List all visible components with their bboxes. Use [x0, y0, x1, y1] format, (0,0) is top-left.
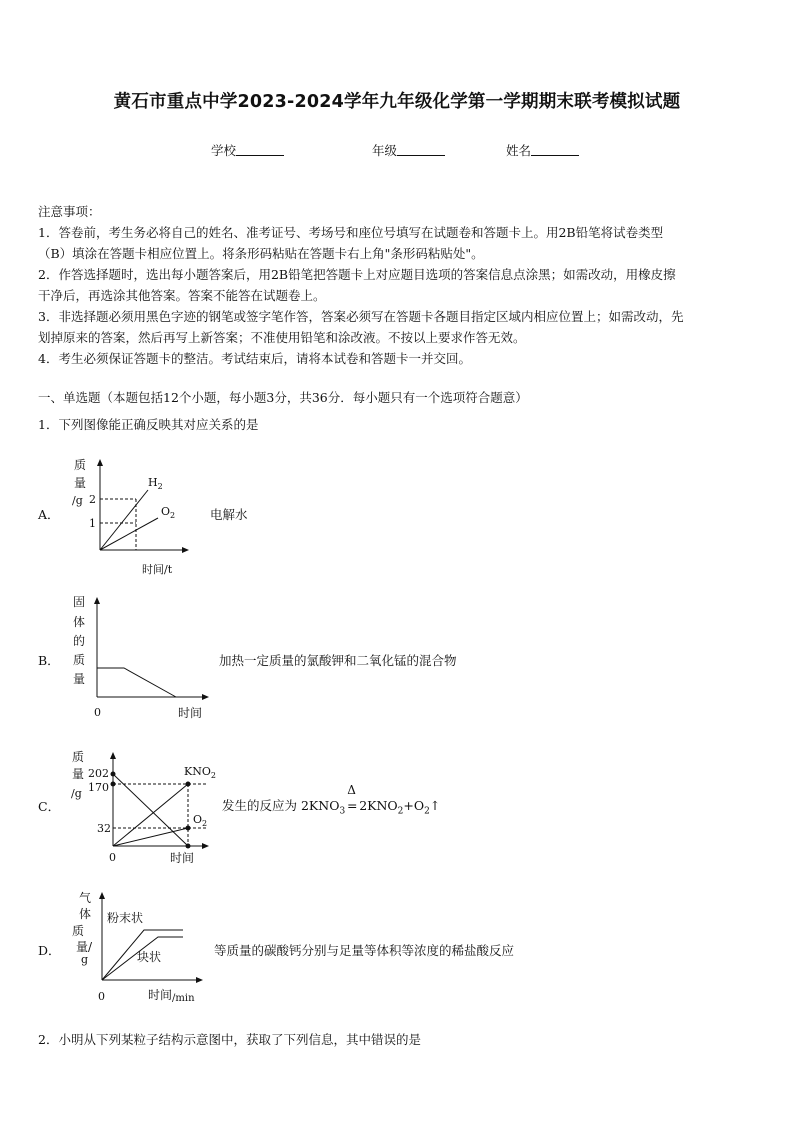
option-c-graph [60, 745, 220, 870]
option-a-graph [60, 452, 210, 582]
a-xlabel: 时间/t [142, 563, 173, 576]
a-line-o2-label: $O_2$ [161, 505, 176, 520]
c-tick-202: 202 [88, 767, 109, 780]
c-ylabel-2: 量 [72, 767, 85, 781]
notice-line: 干净后，再选涂其他答案。答案不能答在试题卷上。 [38, 288, 326, 303]
option-d-graph [60, 885, 220, 1010]
c-ylabel-3: /g [71, 787, 82, 800]
b-ylabel-5: 量 [73, 672, 86, 686]
c-desc-suffix-sub: 2 [397, 806, 404, 817]
b-ylabel-1: 固 [73, 595, 86, 609]
notice-heading: 注意事项： [38, 204, 101, 219]
d-label-block: 块状 [137, 950, 162, 964]
option-d-letter: D． [38, 943, 61, 958]
name-label: 姓名 [506, 143, 532, 158]
c-desc-suffix: 2KNO [359, 798, 398, 813]
grade-blank [397, 143, 445, 156]
option-d-desc: 等质量的碳酸钙分别与足量等体积等浓度的稀盐酸反应 [214, 943, 515, 958]
d-ylabel-4: 量/ [76, 940, 93, 954]
c-desc-end-sub: 2 [424, 806, 430, 817]
b-ylabel-2: 体 [73, 615, 86, 629]
a-line-h2-label: $H_2$ [148, 476, 163, 491]
school-label: 学校 [211, 143, 237, 158]
notice-line: 划掉原来的答案，然后再写上新答案；不准使用铅笔和涂改液。不按以上要求作答无效。 [38, 330, 526, 345]
c-desc-end: +O [403, 798, 425, 813]
b-xlabel: 时间 [178, 706, 203, 720]
option-b-desc: 加热一定质量的氯酸钾和二氧化锰的混合物 [219, 653, 457, 668]
c-xlabel: 时间 [170, 851, 195, 865]
c-line-kno2-label: $KNO_2$ [184, 765, 216, 780]
school-blank [236, 143, 284, 156]
b-origin: 0 [94, 706, 101, 719]
option-c-desc [222, 783, 441, 817]
a-ylabel-3: /g [72, 494, 83, 507]
option-b-letter: B． [38, 653, 60, 668]
a-ylabel-1: 质 [74, 458, 87, 472]
notice-line: 3．非选择题必须用黑色字迹的钢笔或签字笔作答，答案必须写在答题卡各题目指定区域内相应位置上；如需改动，先 [38, 309, 684, 324]
d-ylabel-3: 质 [72, 924, 85, 938]
d-origin: 0 [98, 990, 105, 1003]
c-delta: Δ [347, 783, 356, 797]
name-field [506, 141, 579, 159]
c-tick-32: 32 [97, 822, 111, 835]
c-desc-sub: 3 [339, 806, 346, 817]
question-1-stem: 1．下列图像能正确反映其对应关系的是 [38, 417, 259, 432]
d-ylabel-2: 体 [79, 907, 92, 921]
notice-line: 2．作答选择题时，选出每小题答案后，用2B铅笔把答题卡上对应题目选项的答案信息点涂黑；如需改动，用橡皮擦 [38, 267, 676, 282]
notice-line: （B）填涂在答题卡相应位置上。将条形码粘贴在答题卡右上角"条形码粘贴处"。 [38, 246, 484, 261]
c-line-o2-label: $O_2$ [193, 813, 208, 828]
notice-line: 1．答卷前，考生务必将自己的姓名、准考证号、考场号和座位号填写在试题卷和答题卡上。用2B铅笔将试卷类型 [38, 225, 664, 240]
c-gas-arrow: ↑ [429, 798, 441, 813]
c-desc-prefix: 发生的反应为 2KNO [222, 798, 340, 813]
b-ylabel-3: 的 [73, 634, 86, 648]
grade-label: 年级 [372, 143, 398, 158]
question-2-stem: 2．小明从下列某粒子结构示意图中，获取了下列信息，其中错误的是 [38, 1032, 421, 1047]
c-reaction-condition: Δ = [346, 783, 358, 813]
a-tick-2: 2 [89, 493, 96, 506]
c-ylabel-1: 质 [72, 750, 85, 764]
d-label-powder: 粉末状 [107, 911, 144, 925]
notice-block [38, 201, 763, 369]
d-ylabel-5: g [81, 953, 89, 966]
d-ylabel-1: 气 [79, 891, 92, 905]
grade-field [372, 141, 445, 159]
section-heading: 一、单选题（本题包括12个小题，每小题3分，共36分．每小题只有一个选项符合题意） [38, 390, 528, 405]
notice-line: 4．考生必须保证答题卡的整洁。考试结束后，请将本试卷和答题卡一并交回。 [38, 351, 471, 366]
option-a-letter: A． [38, 507, 60, 522]
c-tick-170: 170 [88, 781, 109, 794]
a-ylabel-2: 量 [74, 476, 87, 490]
name-blank [531, 143, 579, 156]
option-b-graph [60, 590, 220, 725]
d-xlabel: 时间/min [148, 988, 195, 1004]
c-origin: 0 [109, 851, 116, 864]
option-a-desc: 电解水 [210, 507, 248, 522]
school-field [211, 141, 284, 159]
page-title: 黄石市重点中学2023-2024学年九年级化学第一学期期末联考模拟试题 [113, 92, 681, 112]
a-tick-1: 1 [89, 517, 96, 530]
b-ylabel-4: 质 [73, 653, 86, 667]
option-c-letter: C． [38, 799, 61, 814]
